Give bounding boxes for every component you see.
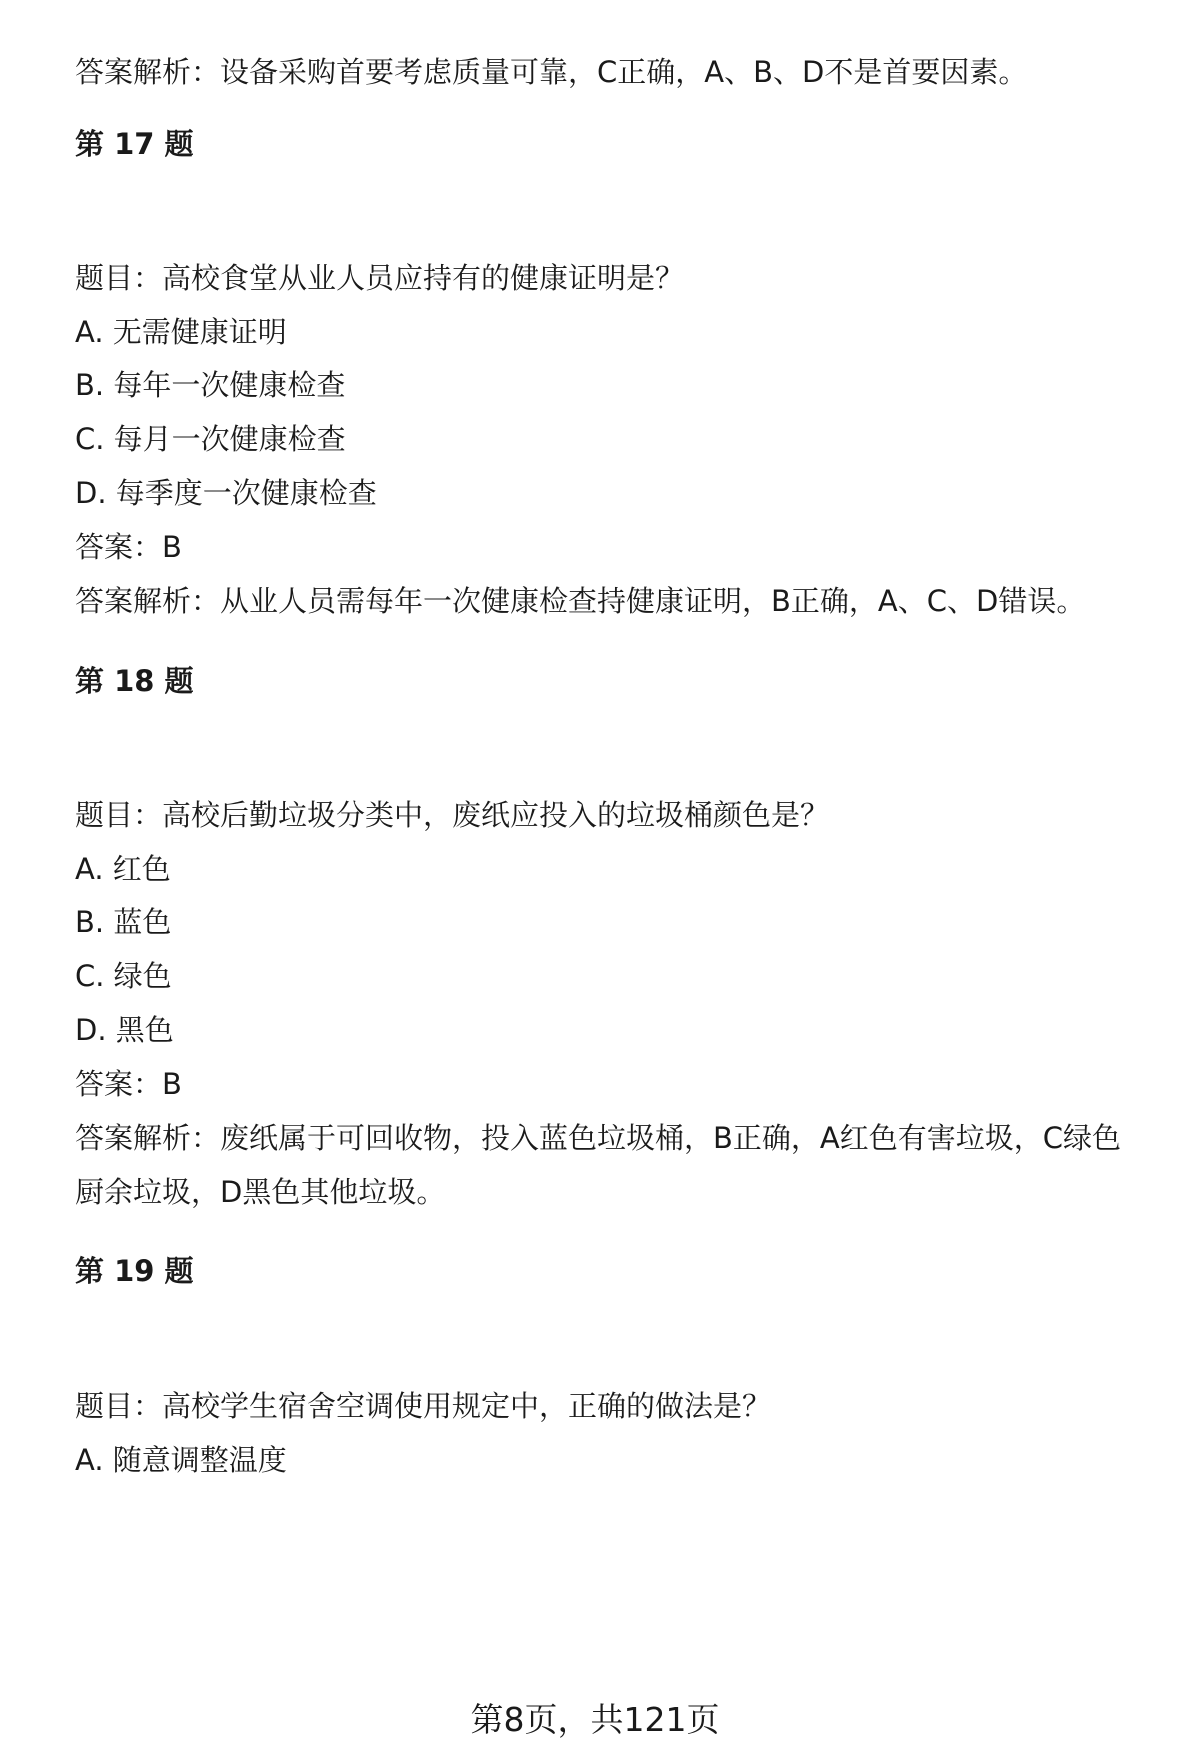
option-c-18: C. 绿色 [75, 959, 172, 993]
option-a-17: A. 无需健康证明 [75, 315, 287, 349]
explanation-q16: 答案解析：设备采购首要考虑质量可靠，C正确，A、B、D不是首要因素。 [75, 55, 1028, 89]
explanation-q18-line1: 答案解析：废纸属于可回收物，投入蓝色垃圾桶，B正确，A红色有害垃圾，C绿色 [75, 1121, 1121, 1155]
option-a-19: A. 随意调整温度 [75, 1443, 287, 1477]
answer-18: 答案：B [75, 1067, 182, 1101]
question-text-17: 题目：高校食堂从业人员应持有的健康证明是？ [75, 261, 685, 295]
option-d-18: D. 黑色 [75, 1013, 174, 1047]
question-heading-17: 第 17 题 [75, 127, 194, 161]
option-b-18: B. 蓝色 [75, 905, 172, 939]
question-text-19: 题目：高校学生宿舍空调使用规定中，正确的做法是？ [75, 1389, 772, 1423]
answer-17: 答案：B [75, 530, 182, 564]
question-heading-18: 第 18 题 [75, 664, 194, 698]
page-footer: 第8页，共121页 [470, 1700, 720, 1739]
question-heading-19: 第 19 题 [75, 1254, 194, 1288]
option-b-17: B. 每年一次健康检查 [75, 368, 346, 402]
explanation-q18-line2: 厨余垃圾，D黑色其他垃圾。 [75, 1175, 446, 1209]
option-c-17: C. 每月一次健康检查 [75, 422, 346, 456]
question-text-18: 题目：高校后勤垃圾分类中，废纸应投入的垃圾桶颜色是？ [75, 798, 830, 832]
option-a-18: A. 红色 [75, 852, 171, 886]
option-d-17: D. 每季度一次健康检查 [75, 476, 377, 510]
explanation-q17: 答案解析：从业人员需每年一次健康检查持健康证明，B正确，A、C、D错误。 [75, 584, 1086, 618]
